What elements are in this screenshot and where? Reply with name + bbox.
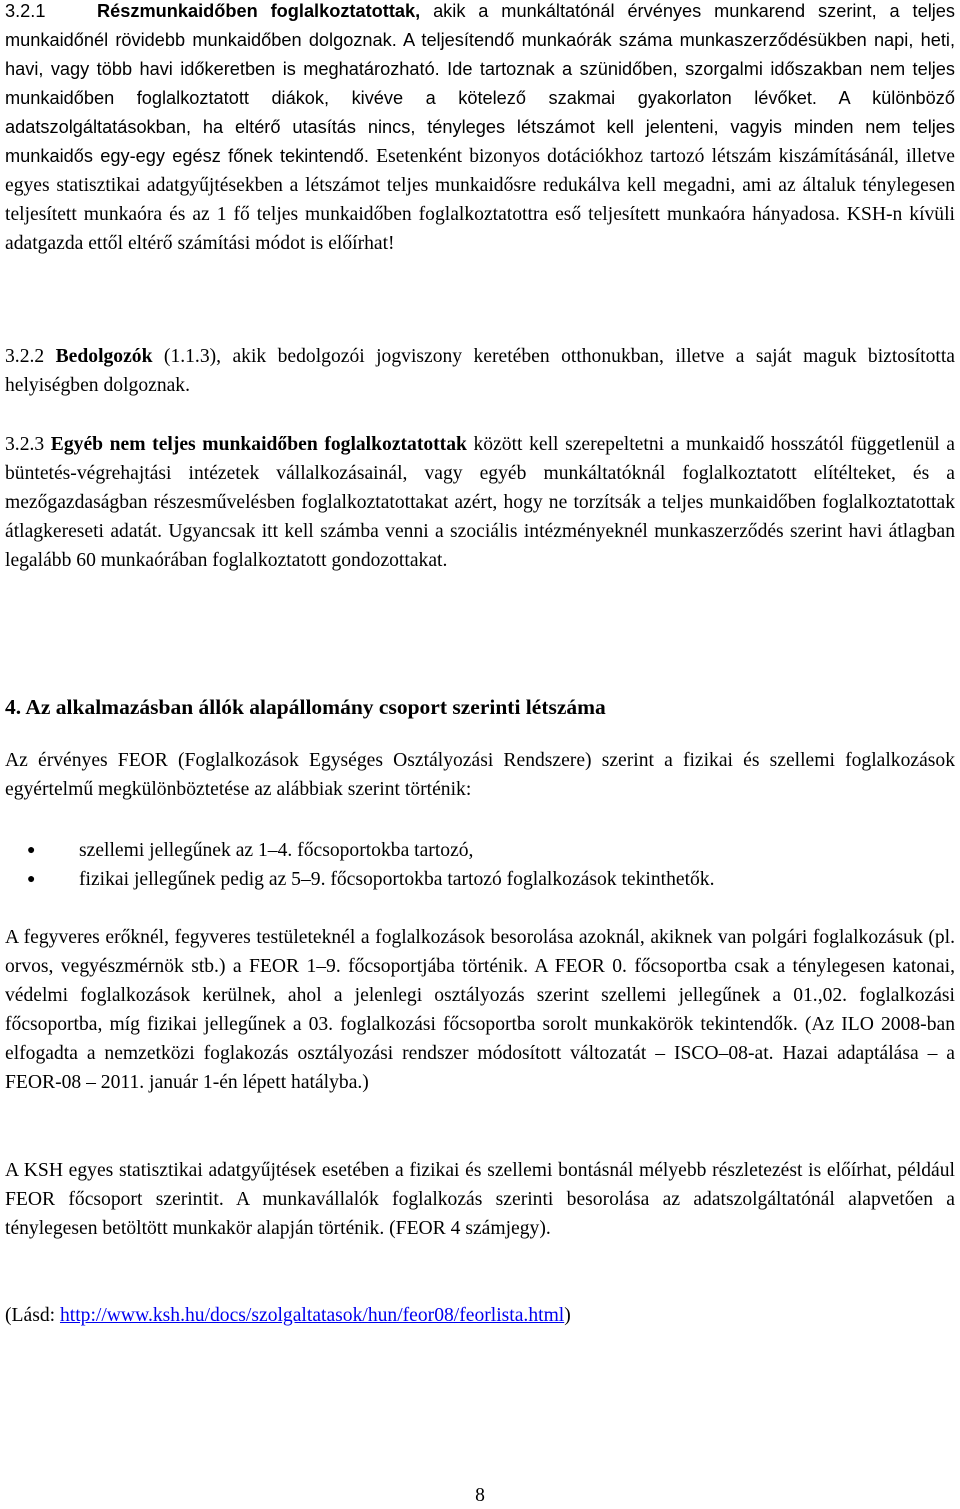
section-4-ksh <box>5 1156 955 1243</box>
section-3-2-1-title: Részmunkaidőben foglalkoztatottak, <box>97 1 421 21</box>
section-3-2-2-paragraph <box>5 342 955 400</box>
section-4-intro-text: Az érvényes FEOR (Foglalkozások Egységes Osztályozási Rendszere) szerint a fizikai és szellemi foglalkozások egyértelmű megkülönböztetése az alábbiak szerint történik: <box>5 750 955 800</box>
feor-bullet-list <box>5 836 955 894</box>
section-3-2-2-number: 3.2.2 <box>5 346 45 367</box>
list-item <box>5 865 955 894</box>
section-3-2-1-number: 3.2.1 <box>5 1 46 21</box>
section-4-heading: 4. Az alkalmazásban állók alapállomány csoport szerinti létszáma <box>5 695 606 719</box>
section-3-2-3 <box>5 430 955 575</box>
feor-list-link[interactable]: http://www.ksh.hu/docs/szolgaltatasok/hun/feor08/feorlista.html <box>59 1305 565 1326</box>
section-3-2-1-paragraph <box>5 0 955 258</box>
section-3-2-3-title: Egyéb nem teljes munkaidőben foglalkoztatottak <box>50 434 467 455</box>
list-item-text: fizikai jellegűnek pedig az 5–9. főcsoportokba tartozó foglalkozások tekinthetők. <box>79 869 715 890</box>
reference-prefix: (Lásd: <box>5 1305 60 1326</box>
bullet-icon: ● <box>27 872 36 887</box>
ksh-paragraph: A KSH egyes statisztikai adatgyűjtések esetében a fizikai és szellemi bontásnál mélyebb részletezést is előírhat, például FEOR főcsoport szerintit. A munkavállalók foglalkozás szerinti besorolása az adatszolgáltatónál alapvetően a ténylegesen betöltött munkakör alapján történik. (FEOR 4 számjegy). <box>5 1160 955 1239</box>
page-number: 8 <box>475 1485 485 1506</box>
section-3-2-2-title: Bedolgozók <box>55 346 153 367</box>
reference-line <box>5 1301 955 1330</box>
reference-suffix: ) <box>564 1305 571 1326</box>
bullet-icon: ● <box>27 843 36 858</box>
section-3-2-3-number: 3.2.3 <box>5 434 45 455</box>
section-3-2-3-text: között kell szerepeltetni a munkaidő hosszától függetlenül a büntetés-végrehajtási intézetek vállalkozásainál, vagy egyéb munkáltatóknál foglalkoztatott elítélteket, és a mezőgazdaságban részesművelésben foglalkoztatottakat azért, hogy ne torzítsák a teljes munkaidőben foglalkoztatottak átlagkereseti adatát. Ugyancsak itt kell számba venni a szociális intézményeknél munkaszerződés szerint havi átlagban legalább 60 munkaórában foglalkoztatott gondozottakat. <box>5 434 955 571</box>
section-3-2-1-text-a: akik a munkáltatónál érvényes munkarend szerint, a teljes munkaidőnél rövidebb munkaidőben dolgoznak. A teljesítendő munkaórák száma munkaszerződésükben napi, heti, havi, vagy több havi időkeretben is meghatározható. Ide tartoznak a szünidőben, szorgalmi időszakban nem teljes munkaidőben foglalkoztatott diákok, kivéve a kötelező szakmai gyakorlaton lévőket. A különböző adatszolgáltatásokban, ha eltérő utasítás nincs, tényleges létszámot kell jelenteni, vagyis minden nem teljes munkaidős egy-egy egész főnek tekintendő. <box>5 1 955 166</box>
section-3-2-2 <box>5 342 955 400</box>
section-4-intro <box>5 746 955 804</box>
section-3-2-3-paragraph <box>5 430 955 575</box>
section-3-2-1 <box>5 0 955 254</box>
list-item <box>5 836 955 865</box>
section-4-armed-forces <box>5 923 955 1097</box>
armed-forces-paragraph: A fegyveres erőknél, fegyveres testületeknél a foglalkozások besorolása azoknál, akiknek van polgári foglalkozásuk (pl. orvos, vegyészmérnök stb.) a FEOR 1–9. főcsoportjába történik. A FEOR 0. főcsoportba csak a ténylegesen katonai, védelmi foglalkozások kerülnek, ahol a jelenlegi osztályozás szerint szellemi jellegűnek a 01.,02. foglalkozási főcsoportba, míg fizikai jellegűnek a 03. foglalkozási főcsoportba sorolt munkakörök tekintendők. (Az ILO 2008-ban elfogadta a nemzetközi foglakozás osztályozási rendszer módosított változatát – ISCO–08-at. Hazai adaptálása – a FEOR-08 – 2011. január 1-én lépett hatályba.) <box>5 927 955 1093</box>
section-3-2-2-text: (1.1.3), akik bedolgozói jogviszony keretében otthonukban, illetve a saját maguk biztosította helyiségben dolgoznak. <box>5 346 955 396</box>
section-3-2-1-text-b: Esetenként bizonyos dotációkhoz tartozó létszám kiszámításánál, illetve egyes statisztikai adatgyűjtésekben a létszámot teljes munkaidősre redukálva kell megadni, ami az általuk ténylegesen teljesített munkaóra és az 1 fő teljes munkaidőben foglalkoztatottra eső teljesített munkaóra hányadosa. KSH-n kívüli adatgazda ettől eltérő számítási módot is előírhat! <box>5 146 955 254</box>
section-4-reference <box>5 1301 955 1330</box>
list-item-text: szellemi jellegűnek az 1–4. főcsoportokba tartozó, <box>79 840 474 861</box>
